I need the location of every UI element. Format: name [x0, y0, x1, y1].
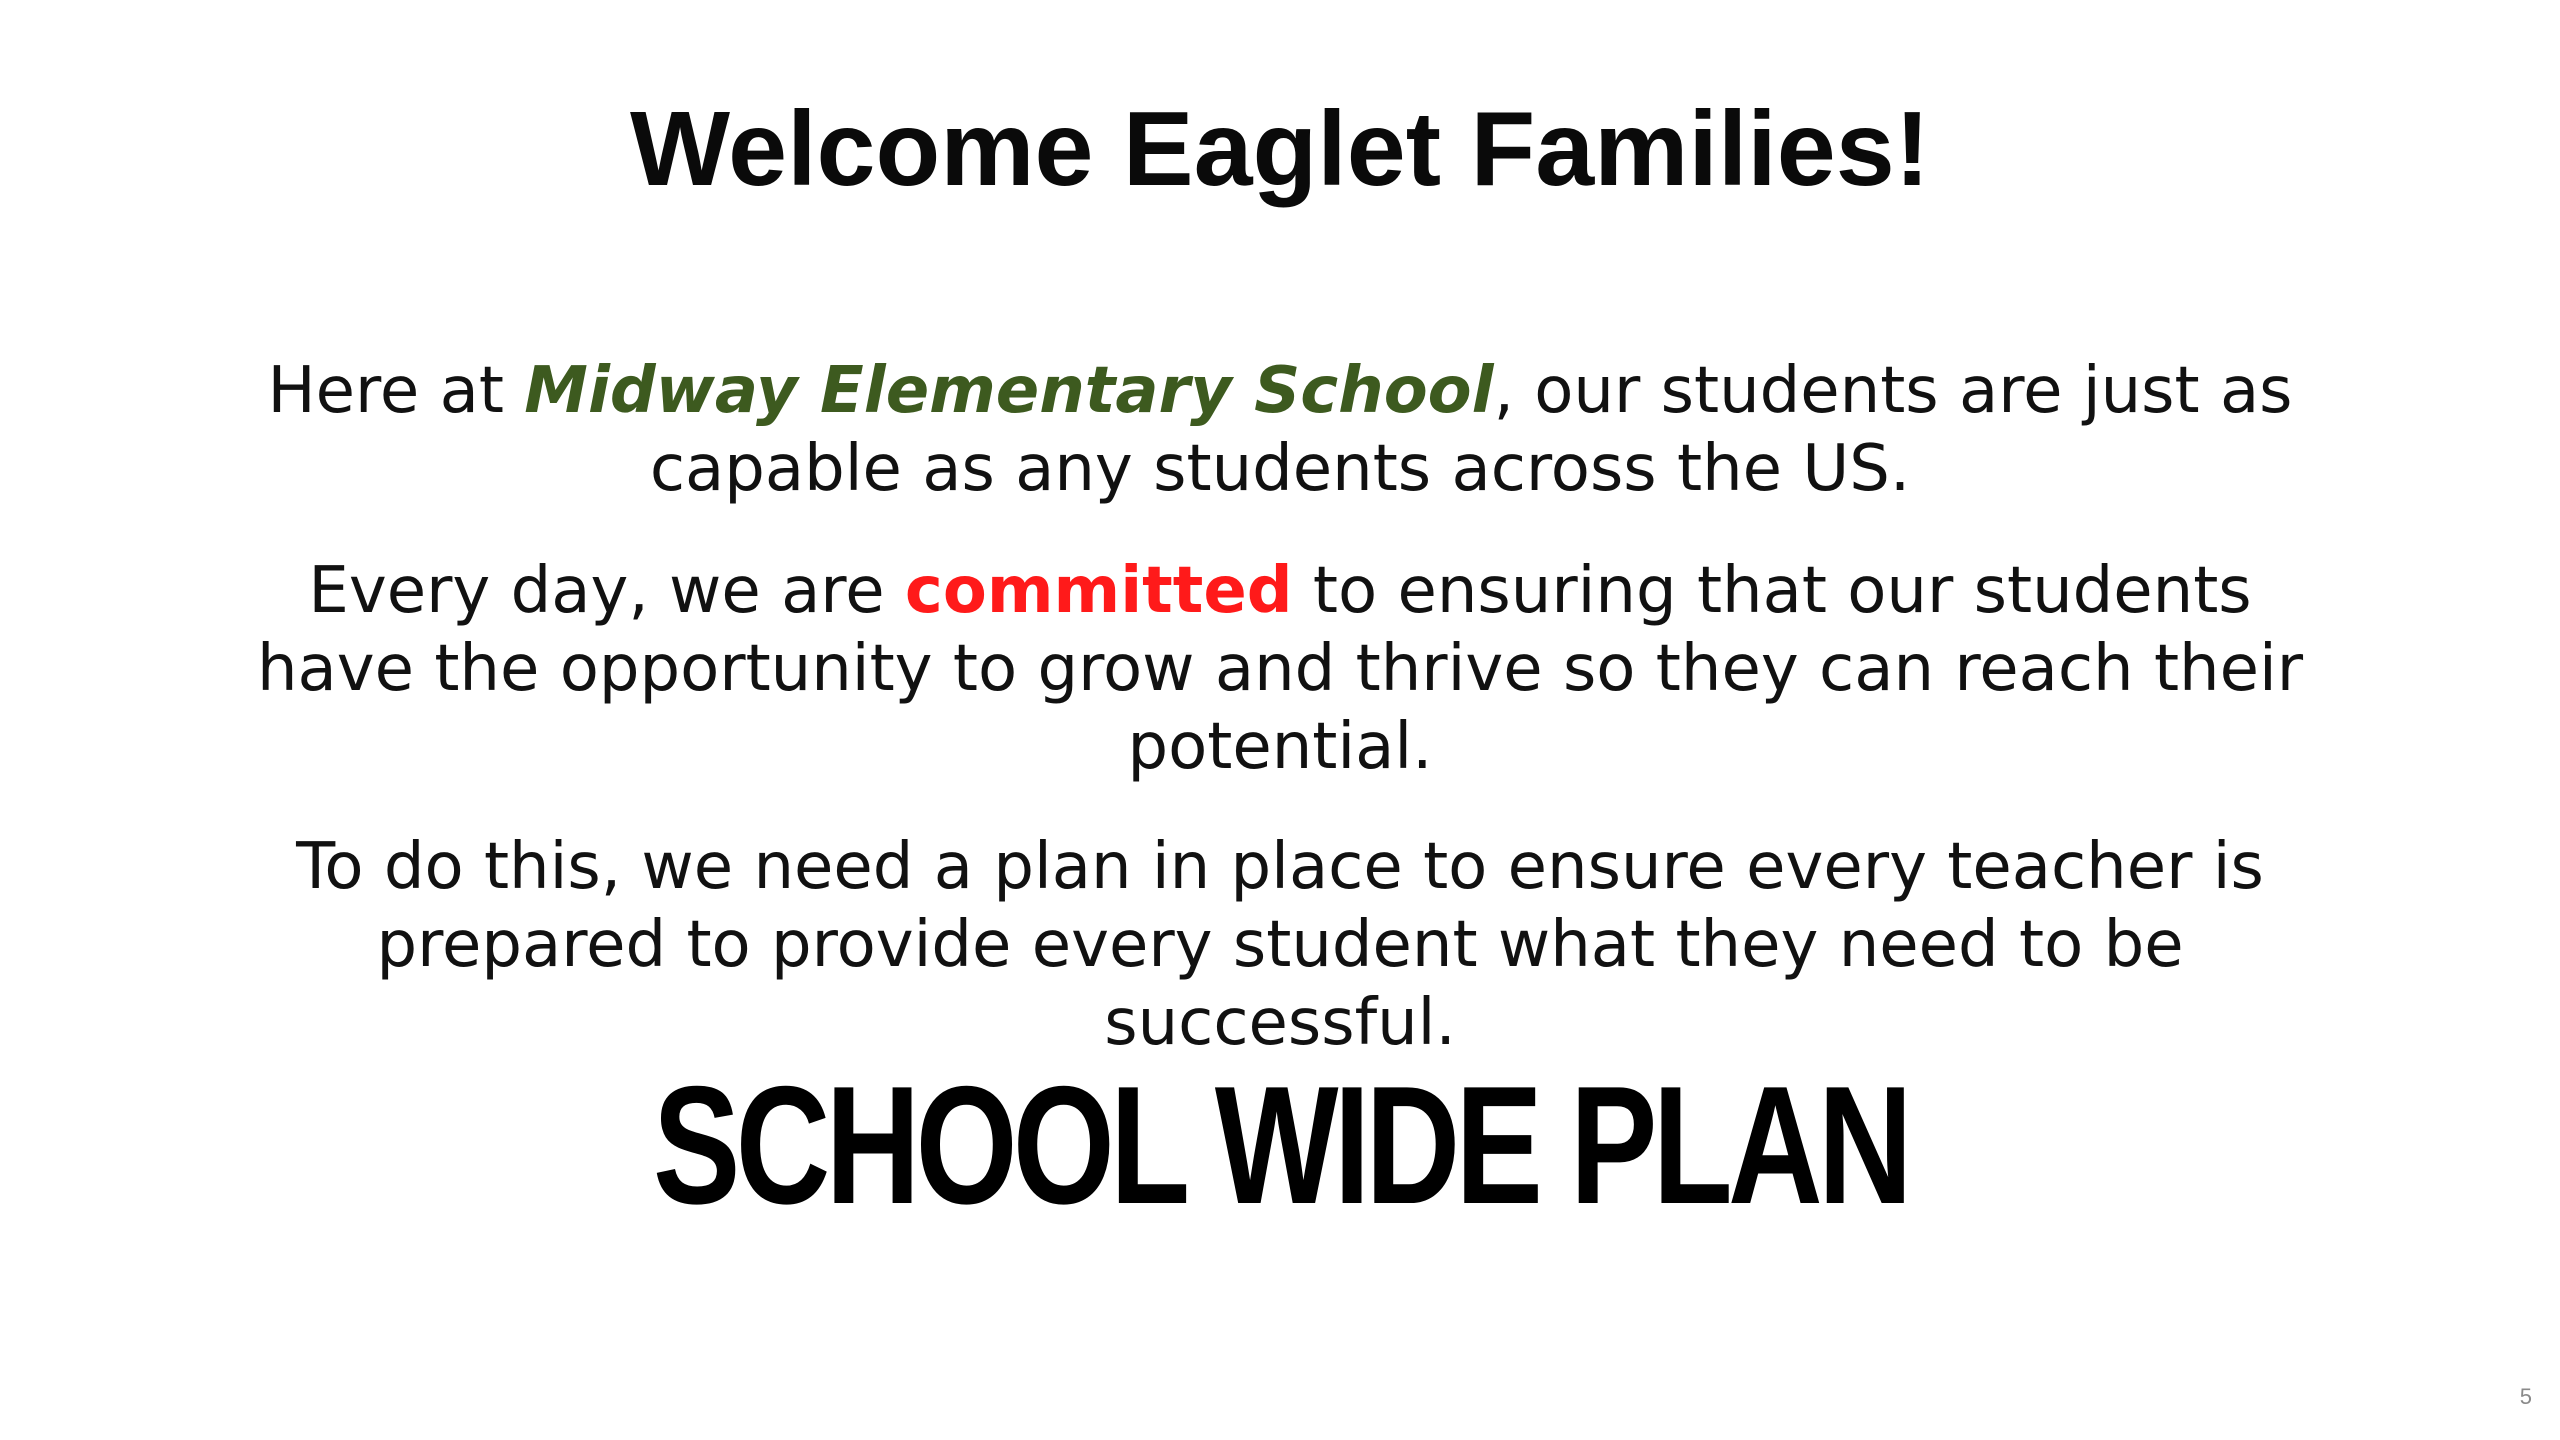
intro-text-end: , our students are just as capable as any students across the US.	[649, 354, 2293, 506]
banner-text: SCHOOL WIDE PLAN	[652, 1051, 1908, 1239]
commitment-text-start: Every day, we are	[308, 554, 905, 628]
intro-paragraph	[230, 352, 2330, 508]
school-name: Midway Elementary School	[524, 354, 1494, 428]
plan-paragraph: To do this, we need a plan in place to ensure every teacher is prepared to provide every student what they need to be successful.	[296, 830, 2264, 1060]
school-wide-plan-banner	[0, 1051, 2560, 1239]
page-number: 5	[2519, 1384, 2532, 1409]
committed-highlight: committed	[904, 554, 1293, 628]
commitment-text-end: to ensuring that our students have the opportunity to grow and thrive so they can reach their potential.	[256, 554, 2304, 784]
commitment-paragraph	[230, 552, 2330, 786]
intro-text-start: Here at	[267, 354, 525, 428]
slide-title: Welcome Eaglet Families!	[630, 90, 1930, 208]
